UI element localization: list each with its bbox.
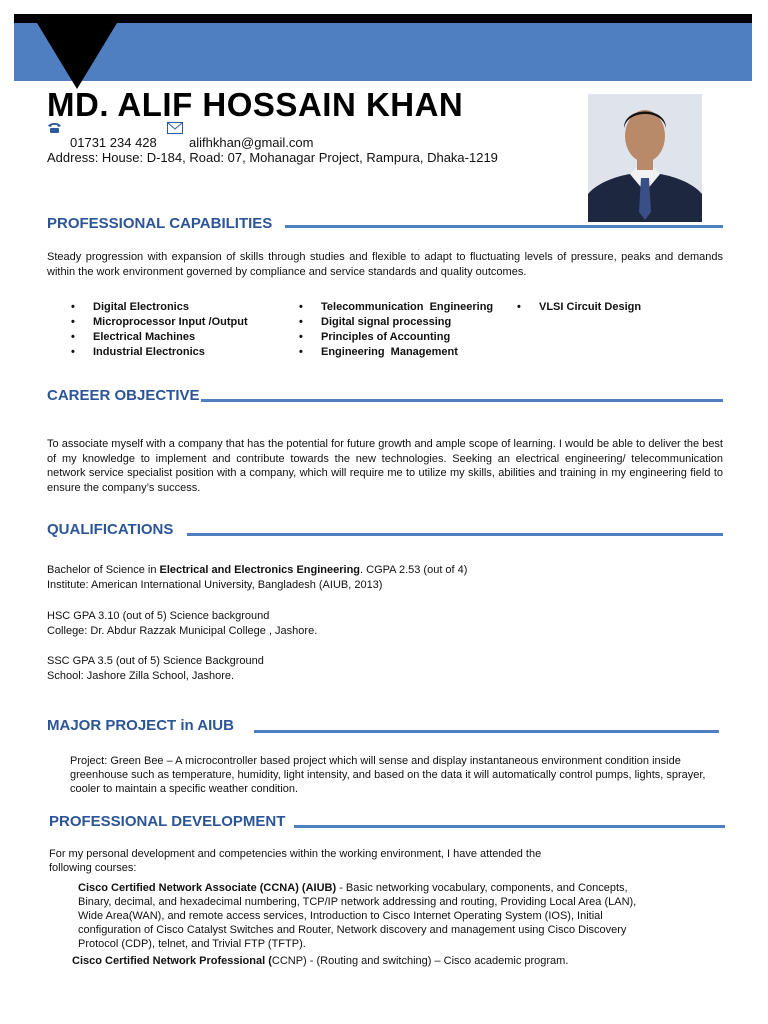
capabilities-summary: Steady progression with expansion of skills through studies and flexible to adapt to fluctuating levels of pressure, peaks and demands within the work environment governed by compliance and service standards and quality outcomes. <box>47 251 723 278</box>
capability-item: • Engineering Management <box>321 345 493 360</box>
capability-item: • Microprocessor Input /Output <box>93 315 248 330</box>
header-blue-band <box>14 23 752 81</box>
bsc-institute: Institute: American International University, Bangladesh (AIUB, 2013) <box>47 579 383 591</box>
section-title-capabilities: PROFESSIONAL CAPABILITIES <box>47 215 273 232</box>
capability-item: • Principles of Accounting <box>321 330 493 345</box>
header-triangle <box>37 23 117 89</box>
capabilities-list-3 <box>539 300 641 315</box>
development-intro: For my personal development and competencies within the working environment, I have attended the following courses: <box>49 848 542 874</box>
capability-item: • Digital signal processing <box>321 315 493 330</box>
section-rule <box>285 225 723 228</box>
qualification-ssc: SSC GPA 3.5 (out of 5) Science Background <box>47 655 264 667</box>
section-title-development: PROFESSIONAL DEVELOPMENT <box>49 813 286 830</box>
ccnp-course <box>72 954 672 969</box>
capabilities-list-2 <box>321 300 493 360</box>
postal-address: Address: House: D-184, Road: 07, Mohanagar Project, Rampura, Dhaka-1219 <box>47 150 498 165</box>
capability-item: • Digital Electronics <box>93 300 248 315</box>
phone-icon <box>47 122 62 137</box>
objective-text: To associate myself with a company that has the potential for future growth and ample scope of learning. I would be able to deliver the best of my knowledge to implement and contribute towards the new technologies. Seeking an electrical engineering/ telecommunication network service specialist position with a company, which will require me to utilize my skills, abilities and training in my engineering field to ensure the company’s success. <box>47 438 723 494</box>
email-address: alifhkhan@gmail.com <box>189 135 314 150</box>
bsc-suffix: . CGPA 2.53 (out of 4) <box>360 564 468 576</box>
section-title-qualifications: QUALIFICATIONS <box>47 521 174 538</box>
section-title-project: MAJOR PROJECT in AIUB <box>47 717 234 734</box>
ssc-school: School: Jashore Zilla School, Jashore. <box>47 670 235 682</box>
section-rule <box>201 399 723 402</box>
capability-item: • Electrical Machines <box>93 330 248 345</box>
section-title-objective: CAREER OBJECTIVE <box>47 387 200 404</box>
mail-icon <box>167 121 183 137</box>
capability-item: • Telecommunication Engineering <box>321 300 493 315</box>
hsc-college: College: Dr. Abdur Razzak Municipal College , Jashore. <box>47 625 318 637</box>
bsc-prefix: Bachelor of Science in <box>47 564 160 576</box>
section-rule <box>254 730 719 733</box>
bsc-major: Electrical and Electronics Engineering <box>159 564 361 576</box>
qualification-hsc: HSC GPA 3.10 (out of 5) Science background <box>47 610 270 622</box>
phone-number: 01731 234 428 <box>70 135 157 150</box>
ccna-course <box>78 881 658 951</box>
ccnp-description: CCNP) - (Routing and switching) – Cisco academic program. <box>271 955 569 967</box>
capability-item: • Industrial Electronics <box>93 345 248 360</box>
project-text: Project: Green Bee – A microcontroller based project which will sense and display instantaneous environment condition inside greenhouse such as temperature, humidity, light intensity, and based on the data it will automatically control pumps, lights, sprayer, cooler to maintain a specific weather condition. <box>70 755 706 795</box>
capability-item: • VLSI Circuit Design <box>539 300 641 315</box>
ccna-title: Cisco Certified Network Associate (CCNA) (AIUB) <box>78 882 337 894</box>
header-black-bar <box>14 14 752 23</box>
qualification-bsc <box>47 563 707 578</box>
ccnp-title: Cisco Certified Network Professional ( <box>72 955 272 967</box>
candidate-name: MD. ALIF HOSSAIN KHAN <box>47 86 464 123</box>
capabilities-list-1 <box>93 300 248 360</box>
ccna-description: - Basic networking vocabulary, components, and Concepts, Binary, decimal, and hexadecimal numbering, TCP/IP network addressing and routing, Providing Local Area (LAN), Wide Area(WAN), and remote access services, Introduction to Cisco Internet Operating System (IOS), Initial configuration of Cisco Catalyst Switches and Router, Network discovery and management using Cisco Discovery Protocol (CDP), telnet, and Trivial FTP (TFTP). <box>78 882 637 950</box>
profile-photo <box>588 94 702 222</box>
section-rule <box>187 533 723 536</box>
section-rule <box>294 825 725 828</box>
